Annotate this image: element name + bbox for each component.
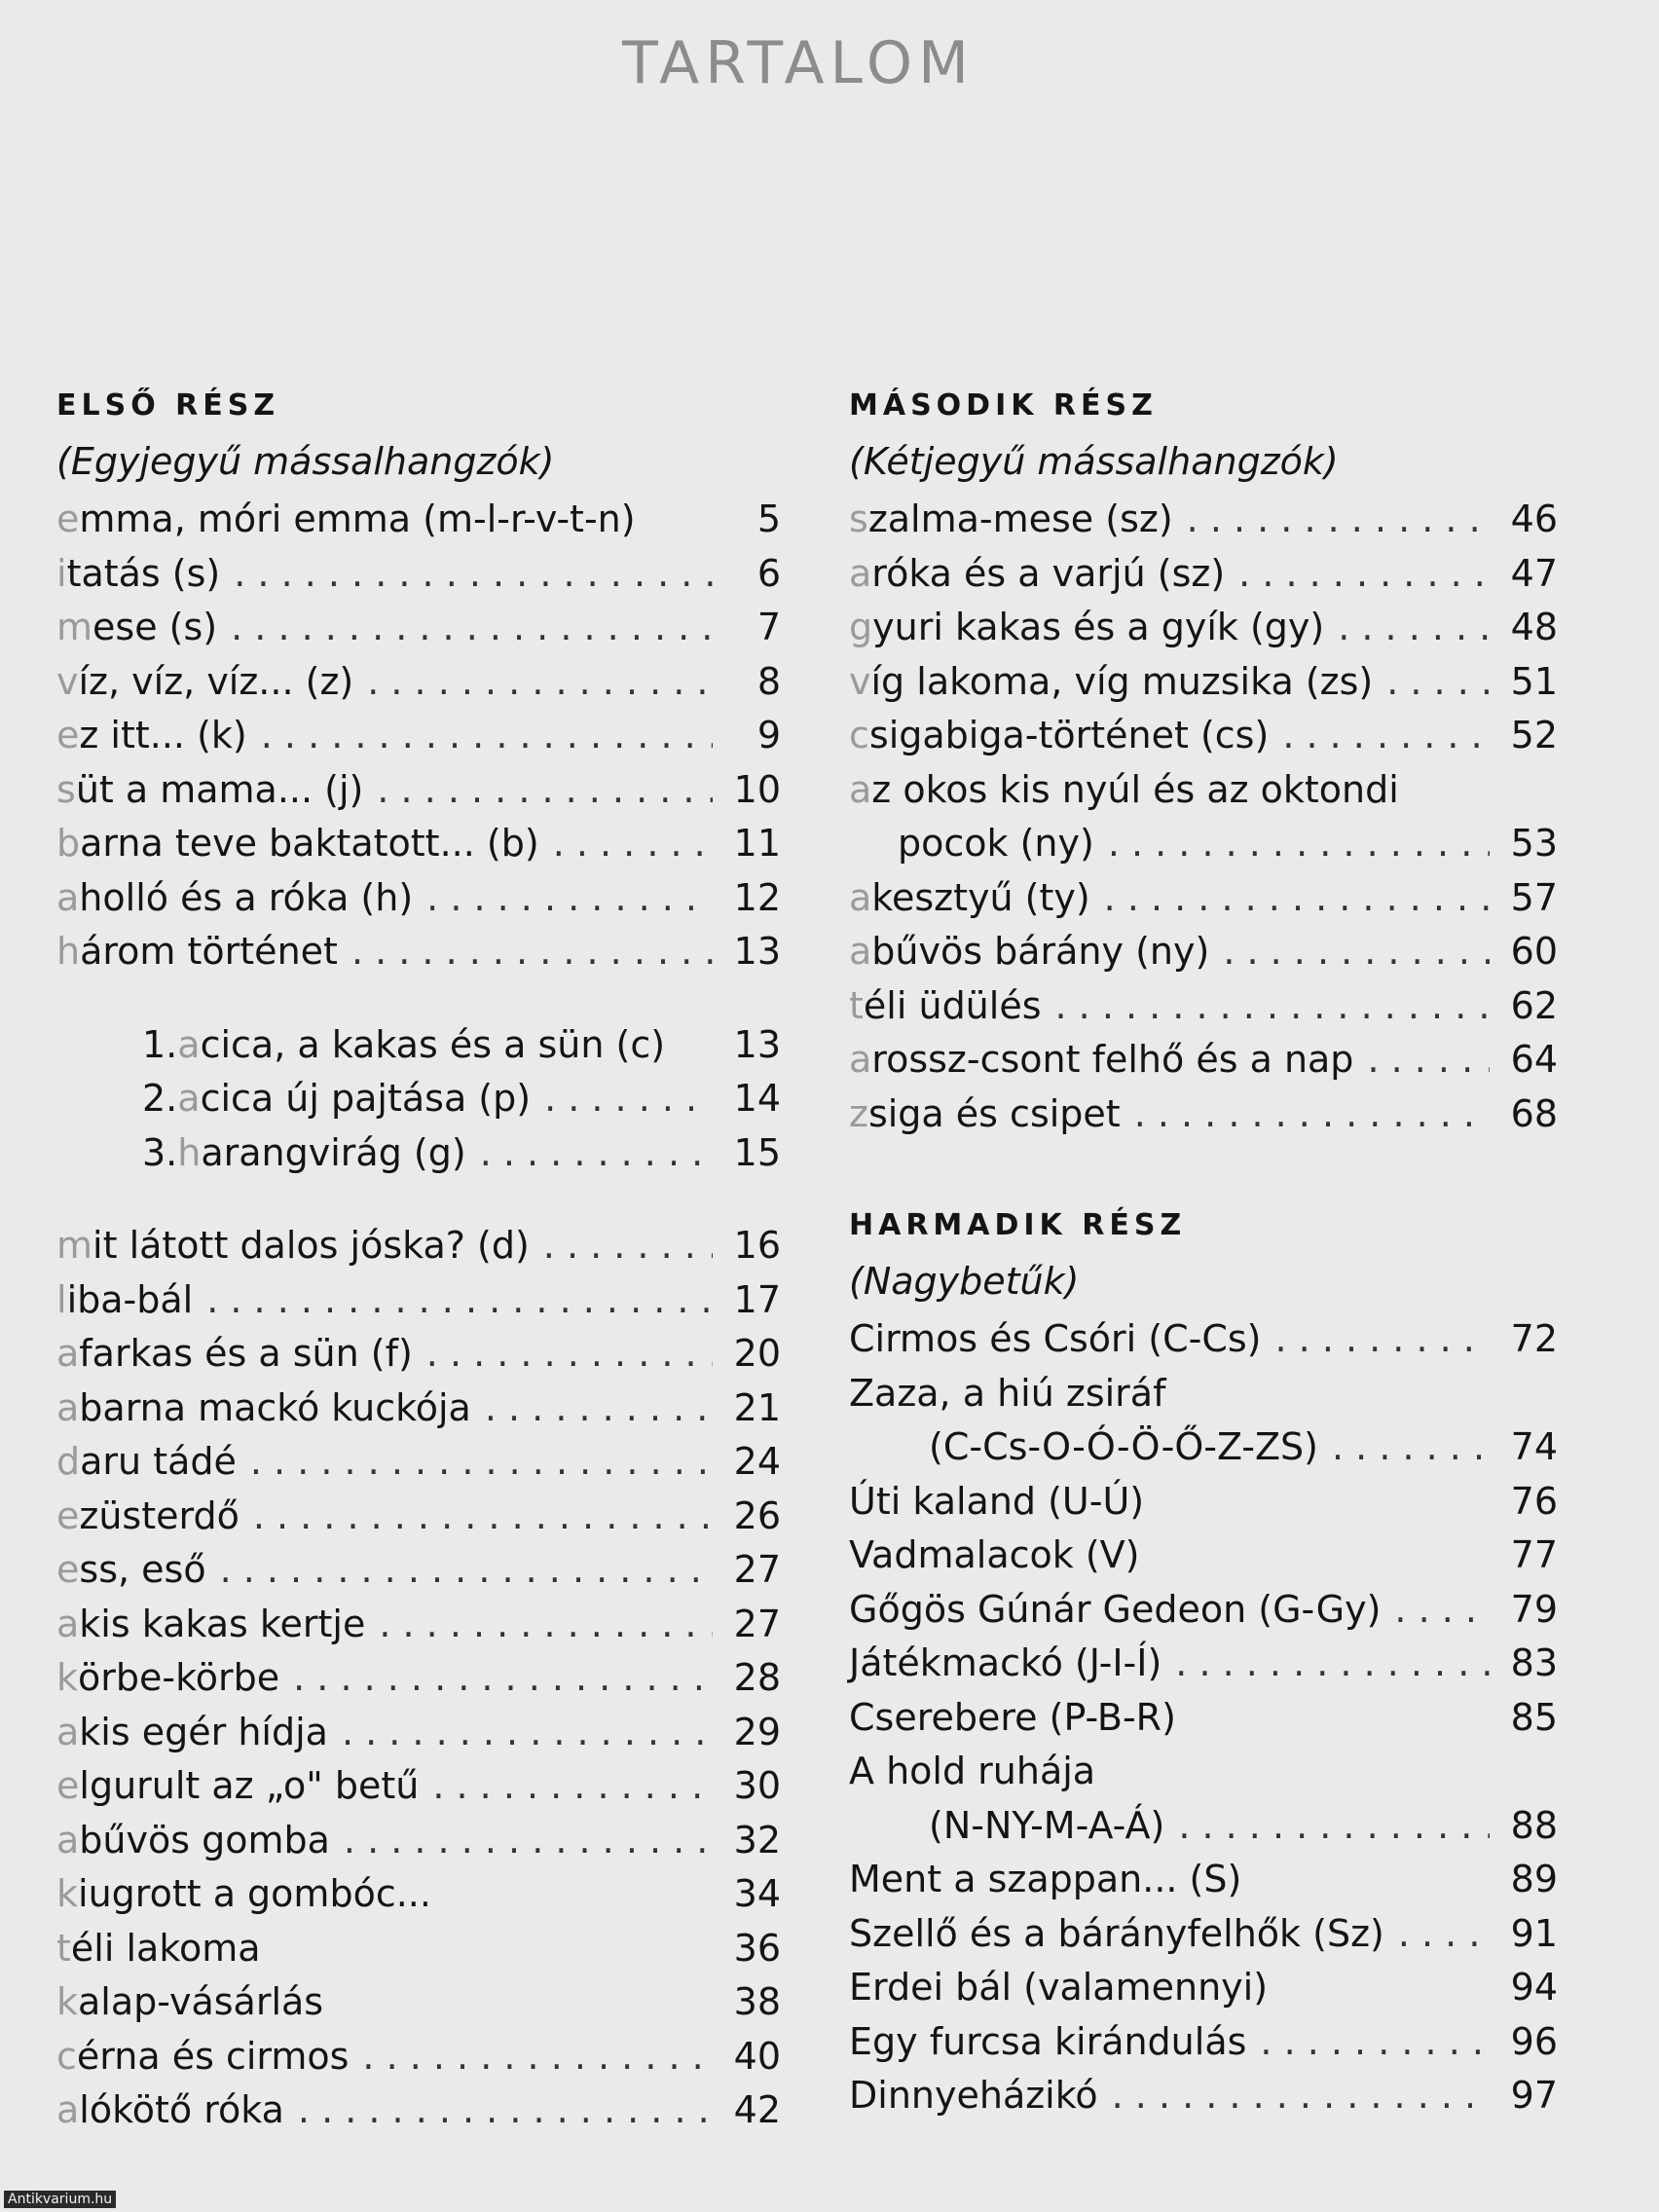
entry-title: lgurult az „o" betű xyxy=(79,1764,420,1807)
entry-title: yuri kakas és a gyík (gy) xyxy=(872,606,1325,648)
entry-page: 48 xyxy=(1510,606,1558,648)
entry-initial: k xyxy=(56,1656,79,1699)
entry-page: 13 xyxy=(733,930,781,973)
toc-entry[interactable] xyxy=(56,1327,781,1382)
entry-title: cica új pajtása (p) xyxy=(200,1077,532,1120)
entry-page: 97 xyxy=(1510,2074,1558,2117)
toc-entry[interactable] xyxy=(56,1922,781,1976)
entry-initial: h xyxy=(56,930,81,973)
entry-page: 85 xyxy=(1510,1695,1558,1739)
entry-title: Cirmos és Csóri (C-Cs) xyxy=(849,1317,1262,1360)
entry-leader xyxy=(1055,979,1490,1034)
toc-entry[interactable] xyxy=(849,2015,1558,2070)
page-title: TARTALOM xyxy=(622,29,975,97)
toc-entry[interactable] xyxy=(56,871,781,926)
entry-page: 6 xyxy=(756,551,781,595)
entry-page: 62 xyxy=(1510,983,1558,1027)
entry-leader xyxy=(1108,817,1490,871)
entry-title: íz, víz, víz... (z) xyxy=(78,659,354,703)
entry-leader xyxy=(293,1651,713,1706)
entry-page: 38 xyxy=(733,1980,781,2023)
entry-page: 12 xyxy=(733,875,781,919)
entry-title: íg lakoma, víg muzsika (zs) xyxy=(870,659,1374,703)
entry-page: 51 xyxy=(1510,659,1558,703)
entry-initial: a xyxy=(56,875,80,919)
spacer xyxy=(56,979,781,1018)
entry-title: iba-bál xyxy=(66,1277,194,1321)
toc-entry[interactable] xyxy=(56,1543,781,1598)
entry-leader xyxy=(1398,1907,1490,1962)
entry-page: 77 xyxy=(1510,1533,1558,1576)
entry-initial: a xyxy=(849,875,872,919)
entry-title-line2: (C-Cs-O-Ó-Ö-Ő-Z-ZS) xyxy=(929,1425,1319,1468)
entry-leader xyxy=(480,1126,713,1181)
toc-sub-entry[interactable] xyxy=(56,1018,781,1073)
entry-page: 28 xyxy=(733,1656,781,1699)
toc-entry[interactable] xyxy=(849,1961,1558,2015)
entry-page: 32 xyxy=(733,1818,781,1862)
watermark: Antikvarium.hu xyxy=(4,2191,116,2208)
entry-title: árom történet xyxy=(80,930,338,973)
entry-initial: t xyxy=(849,983,864,1027)
entry-leader xyxy=(1134,1088,1490,1142)
entry-leader xyxy=(553,817,713,871)
entry-page: 94 xyxy=(1510,1966,1558,2009)
entry-initial: i xyxy=(56,551,67,595)
entry-title: Ment a szappan... (S) xyxy=(849,1858,1242,1900)
entry-initial: l xyxy=(56,1277,67,1321)
entry-page: 20 xyxy=(733,1332,781,1375)
entry-page: 74 xyxy=(1510,1425,1558,1468)
entry-initial: c xyxy=(56,2034,77,2078)
entry-initial: a xyxy=(56,1385,80,1429)
toc-entry[interactable] xyxy=(56,1706,781,1760)
entry-initial: c xyxy=(849,714,869,756)
toc-entry[interactable] xyxy=(56,1867,781,1922)
entry-title: aru tádé xyxy=(80,1440,237,1483)
toc-entry[interactable] xyxy=(849,655,1558,710)
entry-title: éli lakoma xyxy=(70,1926,261,1970)
entry-leader xyxy=(367,655,713,710)
entry-leader xyxy=(234,547,713,602)
entry-page: 88 xyxy=(1510,1803,1558,1847)
entry-page: 26 xyxy=(733,1493,781,1537)
entry-leader xyxy=(1178,1799,1490,1854)
sub-entry-number: 1. xyxy=(142,1022,178,1066)
toc-entry[interactable] xyxy=(56,709,781,763)
entry-initial: a xyxy=(56,2088,80,2131)
entry-title: barna mackó kuckója xyxy=(79,1385,471,1429)
entry-title-line2: (N-NY-M-A-Á) xyxy=(929,1803,1165,1847)
entry-page: 24 xyxy=(733,1440,781,1483)
entry-initial: a xyxy=(56,1710,80,1753)
entry-title: örbe-körbe xyxy=(78,1656,280,1699)
entry-title: Úti kaland (U-Ú) xyxy=(849,1479,1145,1523)
entry-initial: e xyxy=(56,1548,80,1591)
entry-initial: a xyxy=(56,1332,80,1375)
toc-entry-wrapped[interactable] xyxy=(849,1745,1558,1799)
toc-entry[interactable] xyxy=(849,547,1558,602)
toc-entry[interactable] xyxy=(56,1651,781,1706)
entry-title: Erdei bál (valamennyi) xyxy=(849,1966,1269,2009)
entry-leader xyxy=(1338,601,1490,655)
toc-entry-continuation[interactable] xyxy=(849,1420,1558,1475)
entry-page: 27 xyxy=(733,1602,781,1645)
toc-column-left xyxy=(56,382,781,2138)
toc-entry[interactable] xyxy=(56,1598,781,1652)
entry-title: mma, móri emma (m-l-r-v-t-n) xyxy=(79,498,636,540)
entry-initial: a xyxy=(849,767,872,811)
entry-initial: e xyxy=(56,714,80,756)
toc-entry[interactable] xyxy=(56,493,781,547)
entry-page: 79 xyxy=(1510,1587,1558,1631)
entry-title: it látott dalos jóska? (d) xyxy=(92,1224,530,1267)
entry-page: 42 xyxy=(733,2088,781,2131)
entry-leader xyxy=(1104,871,1490,926)
entry-leader xyxy=(253,1490,713,1544)
entry-title: kesztyű (ty) xyxy=(871,875,1090,919)
entry-title: kis kakas kertje xyxy=(79,1602,366,1645)
entry-page: 83 xyxy=(1510,1641,1558,1684)
toc-sub-entry[interactable] xyxy=(56,1126,781,1181)
entry-title: lókötő róka xyxy=(79,2088,284,2131)
entry-leader xyxy=(1175,1637,1490,1691)
sub-entry-number: 2. xyxy=(142,1077,178,1120)
toc-entry[interactable] xyxy=(849,1475,1558,1530)
entry-page: 52 xyxy=(1510,714,1558,756)
entry-page: 89 xyxy=(1510,1858,1558,1900)
entry-title: éli üdülés xyxy=(863,983,1042,1027)
toc-entry-wrapped[interactable] xyxy=(849,1367,1558,1421)
entry-page: 13 xyxy=(733,1022,781,1066)
section-subtitle: (Nagybetűk) xyxy=(849,1260,1080,1303)
toc-entry-continuation[interactable] xyxy=(849,1799,1558,1854)
entry-initial: t xyxy=(56,1926,71,1970)
entry-leader xyxy=(1394,1583,1490,1638)
entry-title: üt a mama... (j) xyxy=(75,767,364,811)
toc-entry[interactable] xyxy=(56,1975,781,2030)
entry-title: bűvös gomba xyxy=(79,1818,330,1862)
entry-page: 17 xyxy=(733,1277,781,1321)
toc-entry[interactable] xyxy=(849,1033,1558,1088)
entry-leader xyxy=(342,1706,713,1760)
entry-title-line1: z okos kis nyúl és az oktondi xyxy=(871,767,1399,811)
entry-leader xyxy=(1260,2015,1490,2070)
entry-title-line1: Zaza, a hiú zsiráf xyxy=(849,1371,1166,1415)
sub-entry-number: 3. xyxy=(142,1130,178,1174)
entry-initial: a xyxy=(849,551,872,595)
toc-entry[interactable] xyxy=(849,493,1558,547)
entry-leader xyxy=(544,1072,713,1126)
toc-entry-wrapped[interactable] xyxy=(849,763,1558,818)
toc-entry-continuation[interactable] xyxy=(849,817,1558,871)
entry-page: 14 xyxy=(733,1077,781,1120)
entry-leader xyxy=(362,2030,713,2084)
entry-initial: k xyxy=(56,1980,79,2023)
entry-initial: h xyxy=(177,1130,202,1174)
entry-leader xyxy=(250,1435,713,1490)
entry-initial: m xyxy=(56,606,93,648)
entry-title: cica, a kakas és a sün (c) xyxy=(200,1022,666,1066)
entry-page: 57 xyxy=(1510,875,1558,919)
toc-entry[interactable] xyxy=(849,1637,1558,1691)
toc-entry[interactable] xyxy=(849,979,1558,1034)
entry-title: érna és cirmos xyxy=(76,2034,350,2078)
entry-initial: a xyxy=(56,1602,80,1645)
entry-page: 15 xyxy=(733,1130,781,1174)
entry-title-line1: A hold ruhája xyxy=(849,1750,1096,1792)
toc-entry[interactable] xyxy=(849,925,1558,979)
entry-title: holló és a róka (h) xyxy=(79,875,414,919)
toc-entry[interactable] xyxy=(849,1312,1558,1367)
section-subtitle: (Kétjegyű mássalhangzók) xyxy=(849,440,1339,483)
entry-leader xyxy=(1187,493,1490,547)
entry-title: iugrott a gombóc... xyxy=(78,1872,431,1915)
toc-entry[interactable] xyxy=(56,1435,781,1490)
toc-entry[interactable] xyxy=(849,1583,1558,1638)
entry-title: arangvirág (g) xyxy=(201,1130,466,1174)
entry-initial: z xyxy=(849,1091,868,1135)
toc-entry[interactable] xyxy=(849,709,1558,763)
entry-initial: a xyxy=(56,1818,80,1862)
spacer xyxy=(56,1180,781,1219)
section-title: HARMADIK RÉSZ xyxy=(849,1208,1187,1242)
entry-leader xyxy=(432,1759,713,1814)
entry-title: róka és a varjú (sz) xyxy=(871,551,1226,595)
entry-leader xyxy=(426,1327,713,1382)
entry-title: z itt... (k) xyxy=(79,714,247,756)
entry-initial: v xyxy=(56,659,79,703)
entry-title: Gőgös Gúnár Gedeon (G-Gy) xyxy=(849,1587,1382,1631)
entry-page: 7 xyxy=(756,606,781,648)
entry-initial: v xyxy=(849,659,871,703)
entry-initial: e xyxy=(56,1493,80,1537)
entry-title: Dinnyeházikó xyxy=(849,2074,1098,2117)
entry-initial: b xyxy=(56,822,81,865)
entry-title: rossz-csont felhő és a nap xyxy=(871,1038,1354,1081)
entry-page: 21 xyxy=(733,1385,781,1429)
entry-leader xyxy=(426,871,713,926)
entry-title: bűvös bárány (ny) xyxy=(871,930,1210,973)
entry-title-line2: pocok (ny) xyxy=(898,822,1094,865)
toc-entry[interactable] xyxy=(56,1814,781,1868)
toc-entry[interactable] xyxy=(56,1382,781,1436)
entry-initial: a xyxy=(849,1038,872,1081)
entry-title: Egy furcsa kirándulás xyxy=(849,2019,1247,2063)
entry-page: 29 xyxy=(733,1710,781,1753)
entry-title: ese (s) xyxy=(92,606,218,648)
entry-title: Cserebere (P-B-R) xyxy=(849,1695,1176,1739)
entry-leader xyxy=(1275,1312,1490,1367)
toc-entry[interactable] xyxy=(56,601,781,655)
entry-page: 72 xyxy=(1510,1317,1558,1360)
toc-entry[interactable] xyxy=(56,817,781,871)
toc-entry[interactable] xyxy=(56,2030,781,2084)
entry-page: 8 xyxy=(756,659,781,703)
entry-leader xyxy=(1386,655,1490,710)
entry-page: 76 xyxy=(1510,1479,1558,1523)
toc-entry[interactable] xyxy=(56,655,781,710)
toc-entry[interactable] xyxy=(56,763,781,818)
entry-page: 40 xyxy=(733,2034,781,2078)
entry-title: Vadmalacok (V) xyxy=(849,1533,1140,1576)
entry-title: ss, eső xyxy=(79,1548,206,1591)
entry-initial: a xyxy=(849,930,872,973)
entry-leader xyxy=(261,709,713,763)
entry-initial: s xyxy=(56,767,76,811)
toc-entry[interactable] xyxy=(849,1529,1558,1583)
entry-leader xyxy=(231,601,713,655)
toc-entry[interactable] xyxy=(849,1691,1558,1746)
entry-leader xyxy=(220,1543,713,1598)
toc-column-right xyxy=(849,382,1558,2123)
entry-title: alap-vásárlás xyxy=(78,1980,324,2023)
entry-initial: e xyxy=(56,1764,80,1807)
spacer xyxy=(849,1141,1558,1201)
entry-initial: m xyxy=(56,1224,93,1267)
entry-page: 5 xyxy=(756,498,781,540)
entry-initial: a xyxy=(177,1022,201,1066)
entry-page: 64 xyxy=(1510,1038,1558,1081)
entry-page: 47 xyxy=(1510,551,1558,595)
entry-title: Szellő és a bárányfelhők (Sz) xyxy=(849,1911,1384,1955)
toc-entry[interactable] xyxy=(56,1273,781,1328)
toc-entry[interactable] xyxy=(56,547,781,602)
entry-leader xyxy=(298,2083,713,2138)
entry-title: siga és csipet xyxy=(867,1091,1121,1135)
entry-page: 96 xyxy=(1510,2019,1558,2063)
entry-leader xyxy=(485,1382,713,1436)
entry-leader xyxy=(351,925,713,979)
entry-leader xyxy=(1332,1420,1490,1475)
toc-entry[interactable] xyxy=(56,1490,781,1544)
entry-initial: d xyxy=(56,1440,81,1483)
entry-page: 9 xyxy=(756,714,781,756)
section-title: MÁSODIK RÉSZ xyxy=(849,388,1158,423)
toc-entry[interactable] xyxy=(849,601,1558,655)
entry-leader xyxy=(1223,925,1490,979)
entry-title: tatás (s) xyxy=(66,551,221,595)
section-title: ELSŐ RÉSZ xyxy=(56,388,280,423)
toc-entry[interactable] xyxy=(849,2069,1558,2123)
toc-entry[interactable] xyxy=(849,871,1558,926)
entry-leader xyxy=(1112,2069,1490,2123)
entry-page: 68 xyxy=(1510,1091,1558,1135)
entry-leader xyxy=(543,1219,713,1273)
entry-page: 36 xyxy=(733,1926,781,1970)
toc-entry[interactable] xyxy=(56,1219,781,1273)
toc-entry[interactable] xyxy=(849,1907,1558,1962)
entry-leader xyxy=(1367,1033,1490,1088)
entry-page: 16 xyxy=(733,1224,781,1267)
entry-initial: e xyxy=(56,498,80,540)
entry-initial: a xyxy=(177,1077,201,1120)
toc-entry[interactable] xyxy=(56,1759,781,1814)
entry-page: 34 xyxy=(733,1872,781,1915)
entry-initial: k xyxy=(56,1872,79,1915)
entry-leader xyxy=(206,1273,713,1328)
entry-page: 27 xyxy=(733,1548,781,1591)
entry-title: sigabiga-történet (cs) xyxy=(868,714,1270,756)
entry-initial: g xyxy=(849,606,873,648)
entry-page: 10 xyxy=(733,767,781,811)
entry-page: 46 xyxy=(1510,498,1558,540)
section-subtitle: (Egyjegyű mássalhangzók) xyxy=(56,440,555,483)
toc-entry[interactable] xyxy=(56,2083,781,2138)
entry-page: 60 xyxy=(1510,930,1558,973)
entry-page: 11 xyxy=(733,822,781,865)
toc-sub-entry[interactable] xyxy=(56,1072,781,1126)
toc-entry[interactable] xyxy=(56,925,781,979)
entry-leader xyxy=(377,763,713,818)
toc-entry[interactable] xyxy=(849,1853,1558,1907)
entry-initial: s xyxy=(849,498,868,540)
entry-page: 91 xyxy=(1510,1911,1558,1955)
entry-leader xyxy=(1282,709,1490,763)
entry-title: arna teve baktatott... (b) xyxy=(80,822,539,865)
entry-leader xyxy=(379,1598,713,1652)
entry-title: kis egér hídja xyxy=(79,1710,328,1753)
entry-title: züsterdő xyxy=(79,1493,240,1537)
entry-leader xyxy=(344,1814,713,1868)
entry-leader xyxy=(1238,547,1490,602)
entry-title: farkas és a sün (f) xyxy=(79,1332,413,1375)
entry-page: 53 xyxy=(1510,822,1558,865)
toc-entry[interactable] xyxy=(849,1088,1558,1142)
entry-title: Játékmackó (J-I-Í) xyxy=(849,1641,1162,1684)
entry-page: 30 xyxy=(733,1764,781,1807)
entry-title: zalma-mese (sz) xyxy=(867,498,1173,540)
